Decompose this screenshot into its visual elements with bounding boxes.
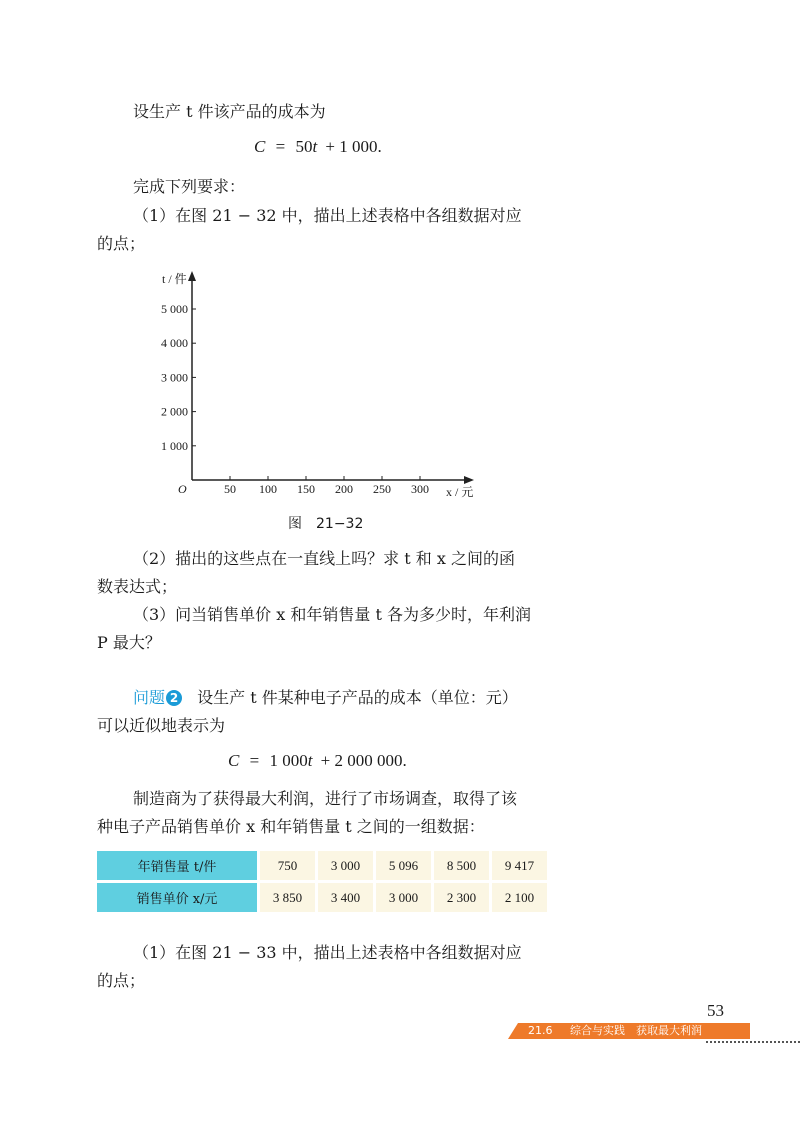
y-tick-label: 4 000 [161,336,188,351]
task-3-line-2: P 最大？ [97,633,161,652]
x-axis-arrow [464,476,474,484]
table-cell: 9 417 [491,851,548,882]
footer-section-number: 21.6 [528,1024,553,1037]
cost-formula-1 [254,137,382,157]
y-tick-label: 3 000 [161,370,188,385]
table-cell: 5 096 [375,851,433,882]
x-tick-label: 150 [297,482,315,496]
table-cell: 3 000 [375,882,433,913]
y-tick-label: 2 000 [161,404,188,419]
formula-eq: = [275,137,286,156]
table-row [97,851,547,882]
problem-2-line-2: 可以近似地表示为 [97,716,226,735]
y-axis-arrow [188,271,196,281]
formula-const: + 2 000 000. [320,751,407,770]
formula-coef: 50 [295,137,313,156]
x-tick-label: 300 [411,482,429,496]
table-cell: 8 500 [433,851,491,882]
formula-var: t [312,137,318,156]
formula-eq: = [249,751,260,770]
formula-var: t [307,751,313,770]
row-header: 销售单价 x/元 [97,882,259,913]
survey-line-1: 制造商为了获得最大利润，进行了市场调查，取得了该 [133,789,518,808]
row-header: 年销售量 t/件 [97,851,259,882]
y-tick-label: 5 000 [161,302,188,316]
task-3-line-1: （3）问当销售单价 x 和年销售量 t 各为多少时，年利润 [133,605,531,624]
footer-dotted-rule [706,1041,800,1043]
table-row [97,882,547,913]
origin-label: O [178,482,187,496]
requirements-heading: 完成下列要求： [133,177,246,196]
x-tick-label: 50 [224,482,236,496]
sales-data-table [97,851,547,912]
formula-lhs: C [254,137,266,156]
table-cell: 3 850 [259,882,317,913]
footer-section-title: 综合与实践 获取最大利润 [570,1024,702,1037]
task-2-line-1: （2）描出的这些点在一直线上吗？求 t 和 x 之间的函 [133,549,515,568]
x-tick-label: 200 [335,482,353,496]
problem-number-badge: 2 [166,690,182,706]
page-number: 53 [707,1001,724,1020]
blank-coordinate-grid [150,265,490,505]
formula-coef: 1 000 [269,751,308,770]
task-1-line-2: 的点； [97,234,146,253]
formula-const: + 1 000. [325,137,382,156]
survey-line-2: 种电子产品销售单价 x 和年销售量 t 之间的一组数据： [97,817,485,836]
figure-caption: 图 21−32 [288,516,364,532]
table-cell: 3 400 [317,882,375,913]
task-4-line-2: 的点； [97,971,146,990]
cost-formula-2 [228,751,407,771]
table-cell: 3 000 [317,851,375,882]
intro-paragraph: 设生产 t 件该产品的成本为 [133,102,326,121]
y-axis-label: t / 件 [162,272,187,286]
problem-2-line-1 [133,688,518,708]
task-2-line-2: 数表达式； [97,577,178,596]
table-cell: 750 [259,851,317,882]
x-axis-label: x / 元 [446,485,474,499]
problem-2-text: 设生产 t 件某种电子产品的成本（单位：元） [197,688,518,707]
task-1-line-1: （1）在图 21 − 32 中，描出上述表格中各组数据对应 [133,206,522,225]
task-4-line-1: （1）在图 21 − 33 中，描出上述表格中各组数据对应 [133,943,522,962]
y-tick-label: 1 000 [161,438,188,453]
problem-label: 问题 [133,688,166,707]
x-tick-label: 100 [259,482,277,496]
table-cell: 2 100 [491,882,548,913]
footer-section-label [528,1023,702,1039]
x-tick-label: 250 [373,482,391,496]
formula-lhs: C [228,751,240,770]
table-cell: 2 300 [433,882,491,913]
